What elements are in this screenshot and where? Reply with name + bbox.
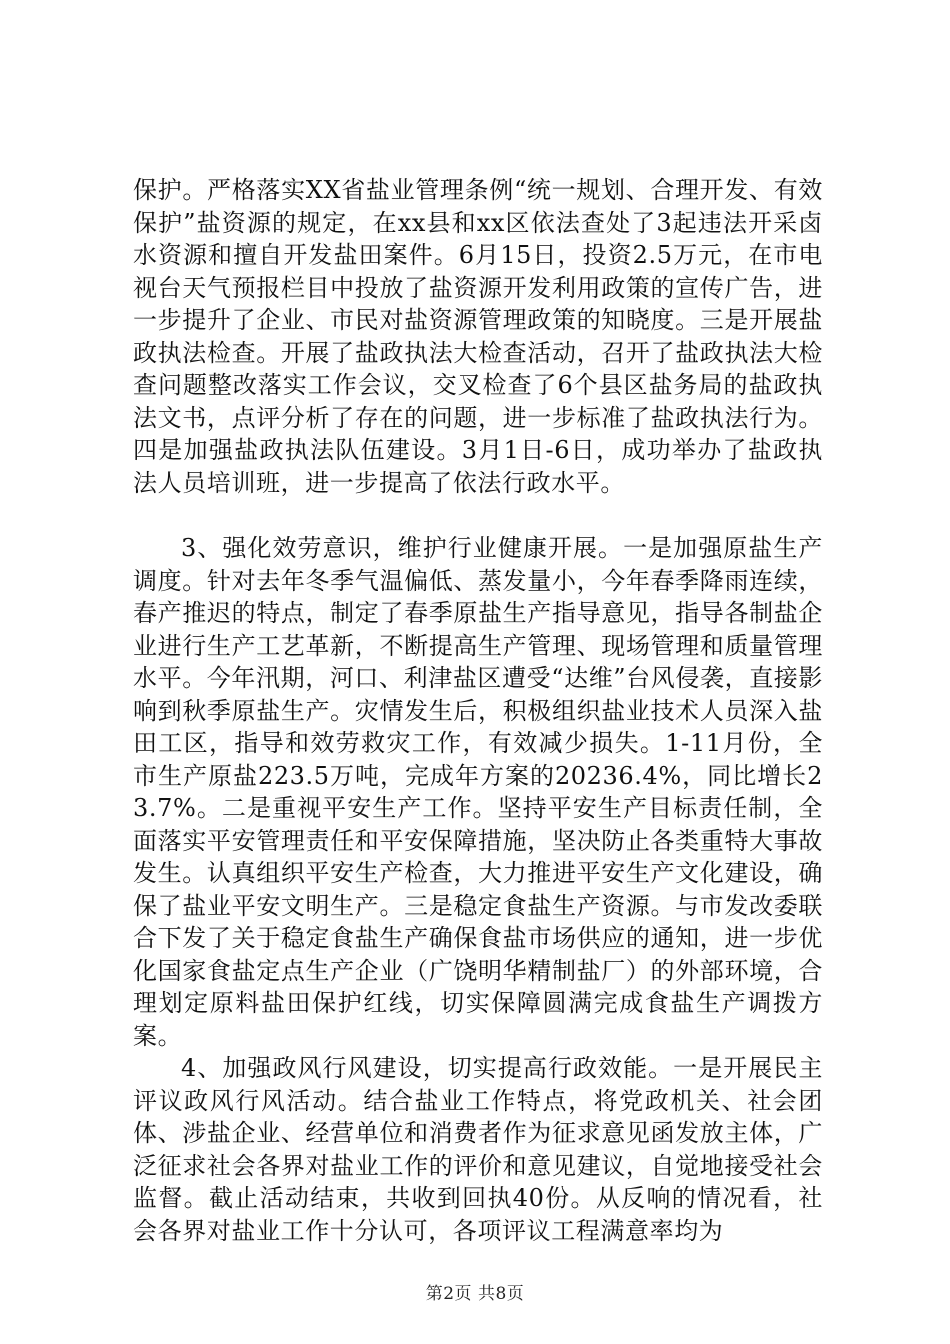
page-footer: 第2页 共8页 (425, 1284, 525, 1304)
paragraph-government-style: 4、加强政风行风建设，切实提高行政效能。一是开展民主评议政风行风活动。结合盐业工作特点，将党政机关、社会团体、涉盐企业、经营单位和消费者作为征求意见函发放主体，广泛征求社会各界对盐业工作的评价和意见建议，自觉地接受社会监督。截止活动结束，共收到回执40份。从反响的情况看，社会各界对盐业工作十分认可，各项评议工程满意率均为 (133, 1054, 823, 1245)
paragraph-salt-law-enforcement: 保护。严格落实XX省盐业管理条例“统一规划、合理开发、有效保护”盐资源的规定，在xx县和xx区依法查处了3起违法开采卤水资源和擅自开发盐田案件。6月15日，投资2.5万元，在市电视台天气预报栏目中投放了盐资源开发利用政策的宣传广告，进一步提升了企业、市民对盐资源管理政策的知晓度。三是开展盐政执法检查。开展了盐政执法大检查活动，召开了盐政执法大检查问题整改落实工作会议，交叉检查了6个县区盐务局的盐政执法文书，点评分析了存在的问题，进一步标准了盐政执法行为。四是加强盐政执法队伍建设。3月1日-6日，成功举办了盐政执法人员培训班，进一步提高了依法行政水平。 (133, 176, 823, 497)
document-body (133, 174, 823, 1247)
paragraph-service-awareness: 3、强化效劳意识，维护行业健康开展。一是加强原盐生产调度。针对去年冬季气温偏低、蒸发量小，今年春季降雨连续，春产推迟的特点，制定了春季原盐生产指导意见，指导各制盐企业进行生产工艺革新，不断提高生产管理、现场管理和质量管理水平。今年汛期，河口、利津盐区遭受“达维”台风侵袭，直接影响到秋季原盐生产。灾情发生后，积极组织盐业技术人员深入盐田工区，指导和效劳救灾工作，有效减少损失。1-11月份，全市生产原盐223.5万吨，完成年方案的20236.4%，同比增长23.7%。二是重视平安生产工作。坚持平安生产目标责任制，全面落实平安管理责任和平安保障措施，坚决防止各类重特大事故发生。认真组织平安生产检查，大力推进平安生产文化建设，确保了盐业平安文明生产。三是稳定食盐生产资源。与市发改委联合下发了关于稳定食盐生产确保食盐市场供应的通知，进一步优化国家食盐定点生产企业（广饶明华精制盐厂）的外部环境，合理划定原料盐田保护红线，切实保障圆满完成食盐生产调拨方案。 (133, 534, 823, 1050)
